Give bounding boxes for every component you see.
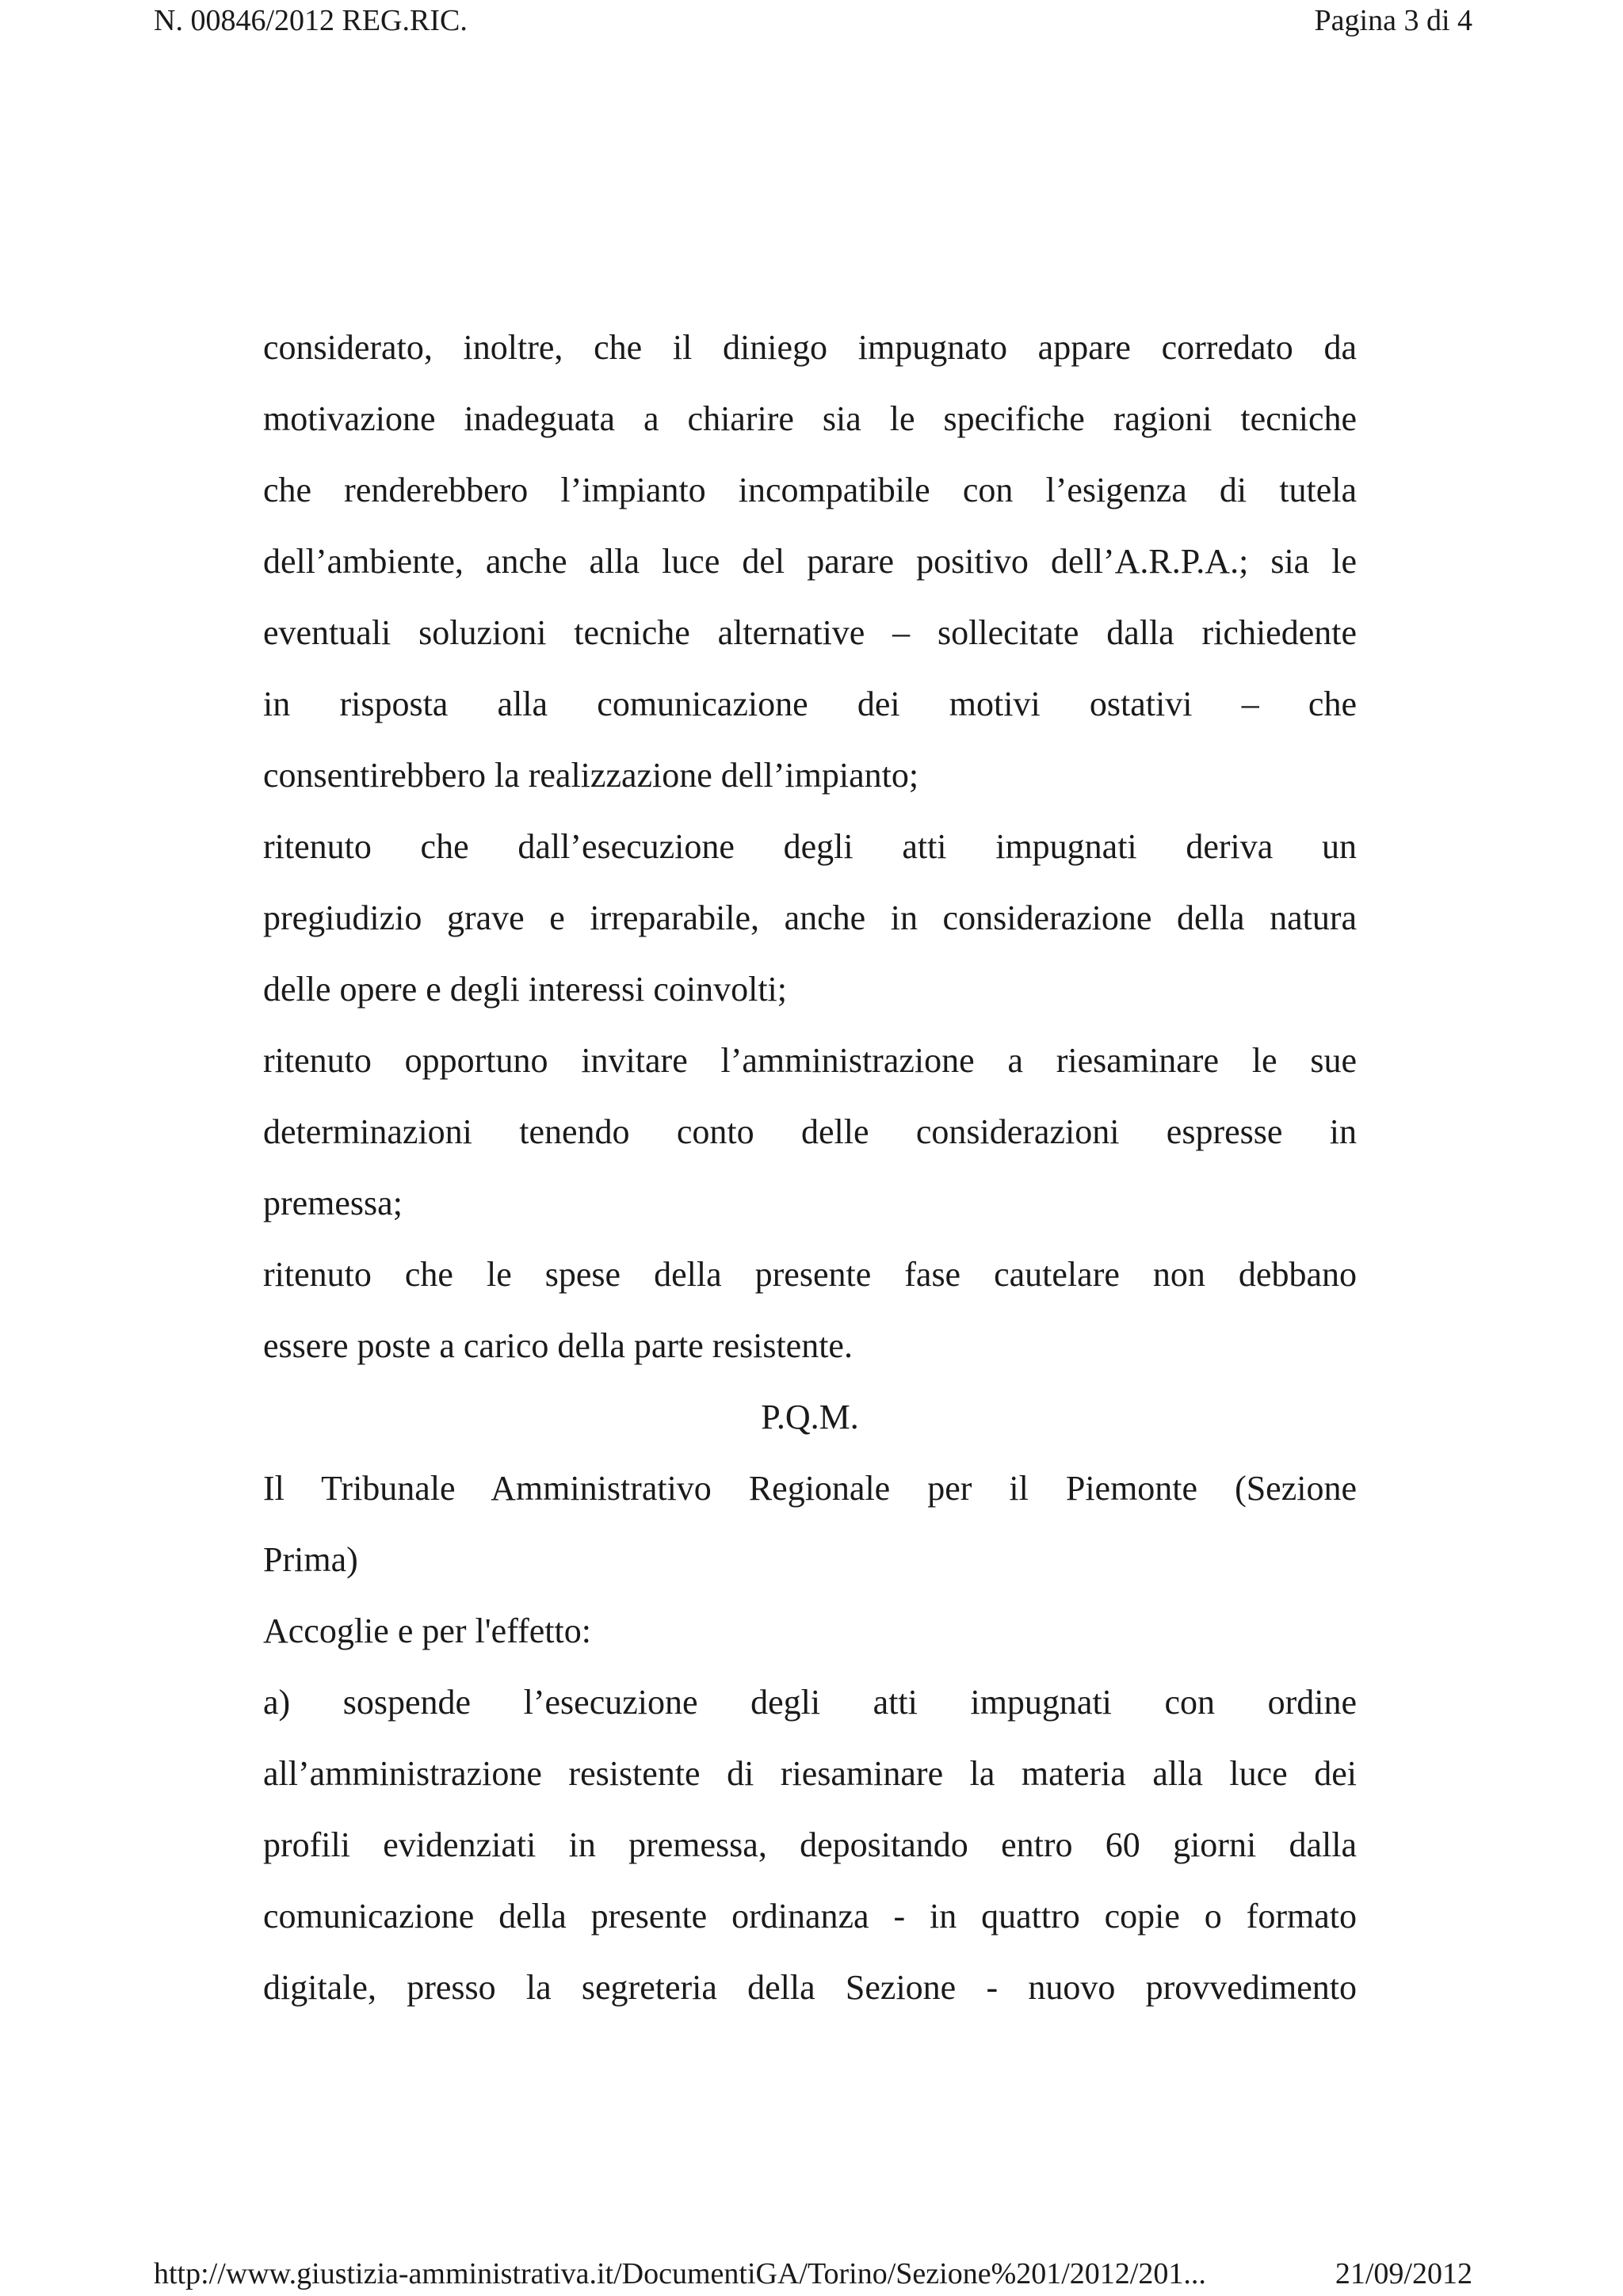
body-line: comunicazione della presente ordinanza - in quattro copie o formato	[263, 1897, 1357, 1936]
body-line: digitale, presso la segreteria della Sezione - nuovo provvedimento	[263, 1968, 1357, 2007]
body-line: dell’ambiente, anche alla luce del parare positivo dell’A.R.P.A.; sia le	[263, 542, 1357, 581]
body-line: premessa;	[263, 1184, 403, 1222]
body-line: a) sospende l’esecuzione degli atti impugnati con ordine	[263, 1683, 1357, 1722]
body-line: profili evidenziati in premessa, depositando entro 60 giorni dalla	[263, 1825, 1357, 1864]
body-line: considerato, inoltre, che il diniego impugnato appare corredato da	[263, 328, 1357, 367]
document-body	[263, 312, 1357, 2023]
body-line: Accoglie e per l'effetto:	[263, 1611, 591, 1650]
body-line: in risposta alla comunicazione dei motivi ostativi – che	[263, 685, 1357, 723]
body-line: ritenuto opportuno invitare l’amministrazione a riesaminare le sue	[263, 1041, 1357, 1080]
body-line: Il Tribunale Amministrativo Regionale per il Piemonte (Sezione	[263, 1469, 1357, 1508]
case-number: N. 00846/2012 REG.RIC.	[154, 4, 468, 37]
body-line: all’amministrazione resistente di riesaminare la materia alla luce dei	[263, 1754, 1357, 1793]
body-line: determinazioni tenendo conto delle considerazioni espresse in	[263, 1112, 1357, 1151]
body-line: Prima)	[263, 1540, 358, 1579]
body-line: motivazione inadeguata a chiarire sia le specifiche ragioni tecniche	[263, 399, 1357, 438]
body-line: delle opere e degli interessi coinvolti;	[263, 970, 788, 1009]
body-line: ritenuto che dall’esecuzione degli atti impugnati deriva un	[263, 827, 1357, 866]
page-label: Pagina 3 di 4	[1314, 4, 1472, 37]
section-heading: P.Q.M.	[761, 1398, 859, 1436]
body-line: pregiudizio grave e irreparabile, anche in considerazione della natura	[263, 898, 1357, 937]
source-url: http://www.giustizia-amministrativa.it/DocumentiGA/Torino/Sezione%201/2012/201...	[154, 2257, 1206, 2290]
body-line: consentirebbero la realizzazione dell’impianto;	[263, 756, 919, 795]
body-line: essere poste a carico della parte resistente.	[263, 1326, 853, 1365]
body-line: ritenuto che le spese della presente fase cautelare non debbano	[263, 1255, 1357, 1294]
body-line: che renderebbero l’impianto incompatibile con l’esigenza di tutela	[263, 471, 1357, 509]
body-line: eventuali soluzioni tecniche alternative – sollecitate dalla richiedente	[263, 613, 1357, 652]
print-date: 21/09/2012	[1335, 2257, 1472, 2290]
